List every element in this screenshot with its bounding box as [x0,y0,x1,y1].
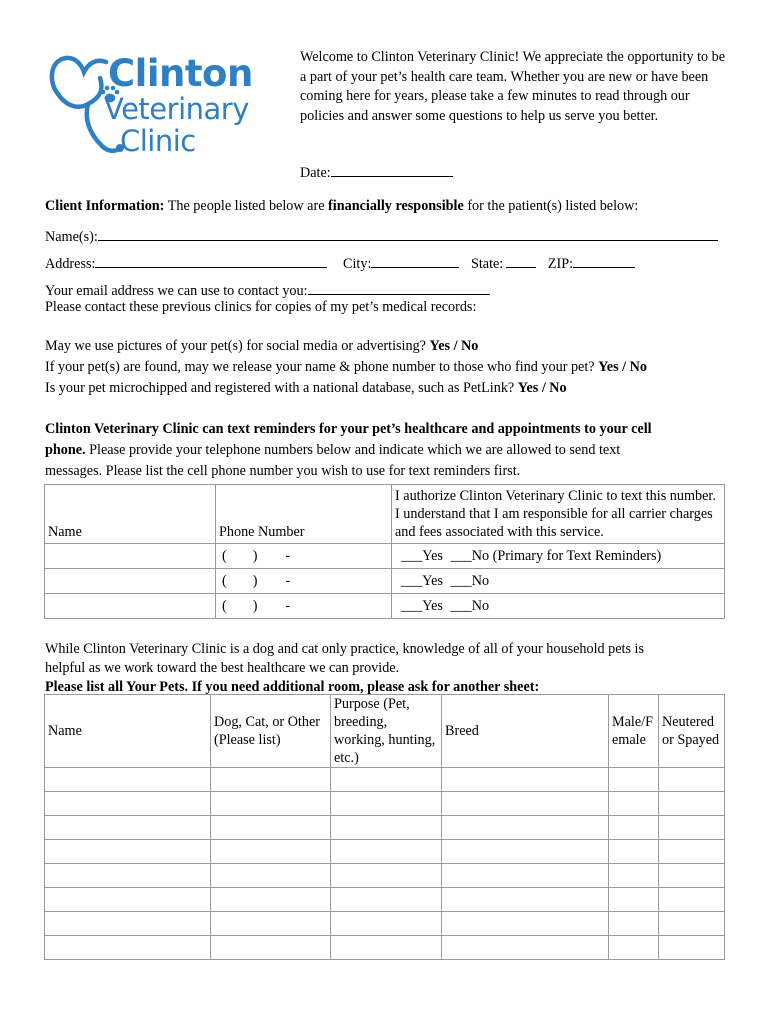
pet-purpose-cell[interactable] [331,816,442,840]
paren-close: ) [252,573,258,589]
pets-header-species: Dog, Cat, or Other (Please list) [211,695,331,768]
pet-purpose-cell[interactable] [331,792,442,816]
pet-species-cell[interactable] [211,912,331,936]
paren-close: ) [252,598,258,614]
clinic-logo [44,48,294,158]
pet-sex-cell[interactable] [609,840,659,864]
phone-table-header [45,485,725,544]
previous-clinics-line: Please contact these previous clinics for copies of my pet’s medical records: [45,299,477,315]
pet-breed-cell[interactable] [442,864,609,888]
yes-option[interactable]: ___Yes [401,573,443,589]
pet-breed-cell[interactable] [442,840,609,864]
pet-sex-cell[interactable] [609,864,659,888]
reminders-bold-2: phone. [45,442,86,458]
pet-species-cell[interactable] [211,768,331,792]
question-text: May we use pictures of your pet(s) for social media or advertising? [45,338,426,354]
pet-breed-cell[interactable] [442,912,609,936]
pet-sex-cell[interactable] [609,936,659,960]
phone-name-cell[interactable] [45,594,216,619]
phone-name-cell[interactable] [45,569,216,594]
pet-name-cell[interactable] [45,936,211,960]
client-intro-pre: The people listed below are [167,198,325,214]
phone-number-cell[interactable] [216,569,392,594]
phone-header-name: Name [45,485,216,544]
pets-table-body [45,768,725,960]
date-label: Date: [300,165,331,181]
pet-neutered-cell[interactable] [659,840,725,864]
pet-name-cell[interactable] [45,864,211,888]
pet-neutered-cell[interactable] [659,864,725,888]
table-row [45,569,725,594]
no-option[interactable]: ___No [450,548,490,564]
pets-intro [45,640,644,697]
phone-header-authorize: I authorize Clinton Veterinary Clinic to text this number. I understand that I am responsible for all carrier charges and fees associated with this service. [392,485,725,544]
reminders-line-1 [45,419,652,440]
pet-name-cell[interactable] [45,792,211,816]
pet-breed-cell[interactable] [442,768,609,792]
phone-number-cell[interactable] [216,544,392,569]
pet-breed-cell[interactable] [442,792,609,816]
table-row [45,840,725,864]
table-row [45,594,725,619]
no-option[interactable]: ___No [450,573,490,589]
reminders-bold-1: Clinton Veterinary Clinic can text reminders for your pet’s healthcare and appointments to your cell [45,421,652,437]
pet-purpose-cell[interactable] [331,768,442,792]
logo-line-veterinary: Veterinary [104,92,249,126]
table-row [45,792,725,816]
question-text: Is your pet microchipped and registered with a national database, such as PetLink? [45,380,515,396]
welcome-message: Welcome to Clinton Veterinary Clinic! We appreciate the opportunity to be a part of your pet’s health care team. Whether you are new or have been coming here for years, please take a few minutes to read through our policies and answer some questions to help us serve you better. [300,49,726,124]
pet-neutered-cell[interactable] [659,912,725,936]
phone-name-cell[interactable] [45,544,216,569]
pets-intro-line-2: helpful as we work toward the best healthcare we can provide. [45,660,400,676]
address-row [45,253,635,274]
question-microchip [45,379,647,398]
phone-number-cell[interactable] [216,594,392,619]
pets-header-neutered: Neutered or Spayed [659,695,725,768]
table-row [45,864,725,888]
pet-name-cell[interactable] [45,912,211,936]
table-row [45,912,725,936]
yes-no-choice[interactable]: Yes / No [598,359,648,375]
pet-name-cell[interactable] [45,840,211,864]
pet-sex-cell[interactable] [609,888,659,912]
text-reminders-section [45,419,652,482]
questions-list [45,337,647,398]
client-info-heading [45,197,638,216]
dash: - [285,573,291,589]
pets-header-name: Name [45,695,211,768]
pets-header-breed: Breed [442,695,609,768]
dash: - [285,548,291,564]
pet-species-cell[interactable] [211,792,331,816]
yes-option[interactable]: ___Yes [401,548,443,564]
pet-neutered-cell[interactable] [659,768,725,792]
pet-sex-cell[interactable] [609,816,659,840]
phone-header-number: Phone Number [216,485,392,544]
pet-name-cell[interactable] [45,816,211,840]
pet-neutered-cell[interactable] [659,936,725,960]
pet-species-cell[interactable] [211,888,331,912]
address-field[interactable] [95,253,327,268]
pet-sex-cell[interactable] [609,792,659,816]
no-option[interactable]: ___No [450,598,490,614]
table-row [45,816,725,840]
pet-neutered-cell[interactable] [659,792,725,816]
client-intro-bold: financially responsible [328,198,464,214]
table-row [45,888,725,912]
pets-instruction: Please list all Your Pets. If you need additional room, please ask for another sheet: [45,679,540,695]
address-label: Address: [45,256,96,272]
names-label: Name(s): [45,229,98,245]
email-label: Your email address we can use to contact you: [45,283,308,299]
phone-table [44,484,725,619]
state-field[interactable] [506,253,536,268]
reminders-line-3: messages. Please list the cell phone number you wish to use for text reminders first. [45,463,521,479]
logo-line-clinic: Clinic [120,124,196,158]
pet-breed-cell[interactable] [442,888,609,912]
pet-breed-cell[interactable] [442,816,609,840]
reminders-text-2: Please provide your telephone numbers below and indicate which we are allowed to send text [89,442,621,458]
paren-open: ( [222,573,227,589]
pet-species-cell[interactable] [211,936,331,960]
pets-header-purpose: Purpose (Pet, breeding, working, hunting, etc.) [331,695,442,768]
table-row [45,544,725,569]
pet-neutered-cell[interactable] [659,816,725,840]
yes-option[interactable]: ___Yes [401,598,443,614]
paren-open: ( [222,548,227,564]
question-social-media [45,337,647,356]
pets-table [44,694,725,960]
pet-sex-cell[interactable] [609,768,659,792]
primary-note: (Primary for Text Reminders) [492,548,662,564]
client-intro-post: for the patient(s) listed below: [467,198,639,214]
client-info-title: Client Information: [45,198,165,214]
reminders-line-2 [45,440,652,461]
zip-field[interactable] [573,253,635,268]
logo-line-clinton: Clinton [108,52,253,95]
pet-breed-cell[interactable] [442,936,609,960]
question-release-info [45,358,647,377]
sms-consent-cell[interactable] [392,594,725,619]
pet-purpose-cell[interactable] [331,936,442,960]
pet-purpose-cell[interactable] [331,888,442,912]
email-field[interactable] [308,280,490,295]
pets-table-header [45,695,725,768]
pet-purpose-cell[interactable] [331,840,442,864]
zip-label: ZIP: [547,256,574,272]
city-field[interactable] [371,253,459,268]
state-label: State: [470,256,504,272]
pet-species-cell[interactable] [211,816,331,840]
date-row [300,162,453,183]
city-label: City: [343,256,372,272]
date-field[interactable] [331,162,453,177]
pets-intro-line-1: While Clinton Veterinary Clinic is a dog and cat only practice, knowledge of all of your household pets is [45,641,645,657]
sms-consent-cell[interactable] [392,569,725,594]
names-row [45,226,718,247]
yes-no-choice[interactable]: Yes / No [517,380,567,396]
question-text: If your pet(s) are found, may we release your name & phone number to those who find your pet? [45,359,595,375]
pet-name-cell[interactable] [45,888,211,912]
paren-close: ) [252,548,258,564]
pet-species-cell[interactable] [211,840,331,864]
table-row [45,768,725,792]
yes-no-choice[interactable]: Yes / No [429,338,479,354]
pet-purpose-cell[interactable] [331,912,442,936]
pet-sex-cell[interactable] [609,912,659,936]
pets-header-sex: Male/Female [609,695,659,768]
pet-neutered-cell[interactable] [659,888,725,912]
pet-species-cell[interactable] [211,864,331,888]
paren-open: ( [222,598,227,614]
dash: - [285,598,291,614]
pet-purpose-cell[interactable] [331,864,442,888]
table-row [45,936,725,960]
names-field[interactable] [98,226,718,241]
pet-name-cell[interactable] [45,768,211,792]
sms-consent-cell[interactable] [392,544,725,569]
